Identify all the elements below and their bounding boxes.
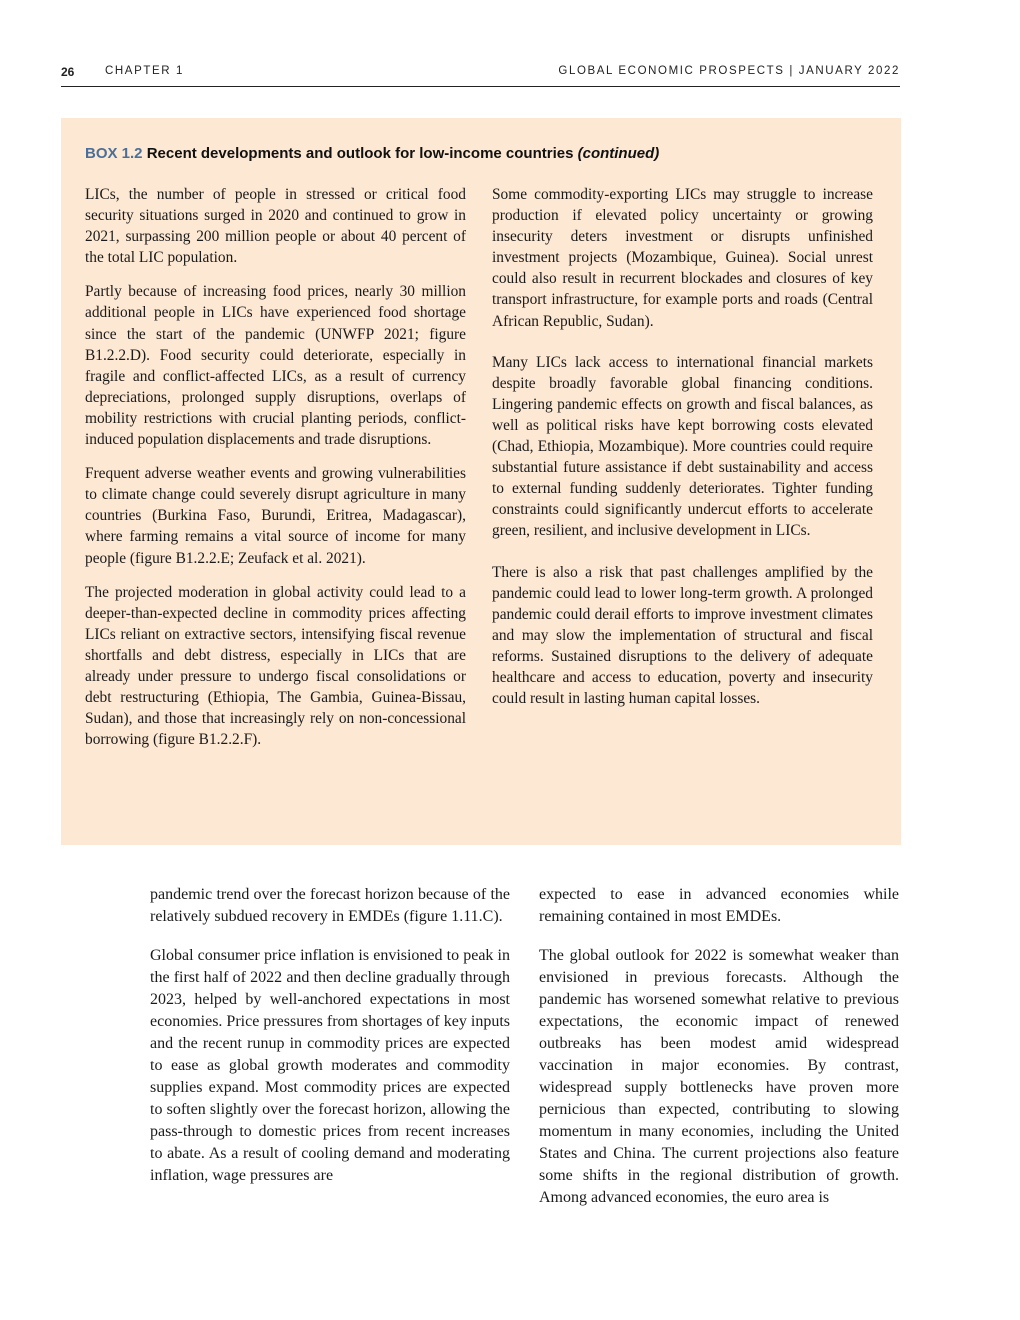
box-1-2 xyxy=(61,118,901,845)
box-continued: (continued) xyxy=(577,145,660,162)
paragraph: There is also a risk that past challenges amplified by the pandemic could lead to lower long-term growth. A prolonged pandemic could derail efforts to improve investment climates and may slow the implementation of structural and fiscal reforms. Sustained disruptions to the delivery of adequate healthcare and access to education, poverty and insecurity could result in lasting human capital losses. xyxy=(492,563,873,708)
chapter-label: CHAPTER 1 xyxy=(105,65,184,77)
box-title xyxy=(85,145,659,162)
paragraph: The projected moderation in global activity could lead to a deeper-than-expected decline in commodity prices affecting LICs reliant on extractive sectors, intensifying fiscal revenue shortfalls and debt distress, especially in LICs that are already under pressure to undergo fiscal consolidations or debt restructuring (Ethiopia, The Gambia, Guinea-Bissau, Sudan), and those that increasingly rely on non-concessional borrowing (figure B1.2.2.F). xyxy=(85,583,466,749)
paragraph: Frequent adverse weather events and growing vulnerabilities to climate change could severely disrupt agriculture in many countries (Burkina Faso, Burundi, Eritrea, Madagascar), where farming remains a vital source of income for many people (figure B1.2.2.E; Zeufack et al. 2021). xyxy=(85,465,466,567)
box-left-column xyxy=(85,184,466,750)
page-header xyxy=(61,62,900,87)
paragraph: The global outlook for 2022 is somewhat weaker than envisioned in previous forecasts. Although the pandemic has worsened somewhat relative to previous expectations, the economic impact of renewed outbreaks has been modest amid widespread vaccination in major economies. By contrast, widespread supply bottlenecks have proven more pernicious than expected, contributing to slowing momentum in many economies, including the United States and China. The current projections also feature some shifts in the regional distribution of growth. Among advanced economies, the euro area is xyxy=(539,947,899,1206)
box-label: BOX 1.2 xyxy=(85,145,143,162)
paragraph: Some commodity-exporting LICs may struggle to increase production if elevated policy uncertainty or growing insecurity deters investment or disrupts unfinished investment projects (Mozambique, Guinea). Social unrest could also result in recurrent blockades and closures of key transport infrastructure, for example ports and roads (Central African Republic, Sudan). xyxy=(492,186,873,330)
main-left-column xyxy=(150,884,510,1187)
box-right-column xyxy=(492,184,873,709)
paragraph: LICs, the number of people in stressed or critical food security situations surged in 2020 and continued to grow in 2021, surpassing 200 million people or about 40 percent of the total LIC population. xyxy=(85,186,466,267)
paragraph: expected to ease in advanced economies while remaining contained in most EMDEs. xyxy=(539,886,899,925)
publication-title: GLOBAL ECONOMIC PROSPECTS | JANUARY 2022 xyxy=(558,65,900,77)
paragraph: pandemic trend over the forecast horizon because of the relatively subdued recovery in EMDEs (figure 1.11.C). xyxy=(150,886,510,925)
paragraph: Global consumer price inflation is envisioned to peak in the first half of 2022 and then decline gradually through 2023, helped by well-anchored expectations in most economies. Price pressures from shortages of key inputs and the recent runup in commodity prices are expected to ease as global growth moderates and commodity supplies expand. Most commodity prices are expected to soften slightly over the forecast horizon, allowing the pass-through to domestic prices from recent increases to abate. As a result of cooling demand and moderating inflation, wage pressures are xyxy=(150,947,510,1184)
box-title-text: Recent developments and outlook for low-income countries xyxy=(146,145,574,162)
paragraph: Many LICs lack access to international financial markets despite broadly favorable global financing conditions. Lingering pandemic effects on growth and fiscal balances, as well as political risks have kept borrowing costs elevated (Chad, Ethiopia, Mozambique). More countries could require substantial future assistance if debt sustainability and access to external funding suddenly deteriorates. Tighter funding constraints could significantly undercut efforts to accelerate green, resilient, and inclusive development in LICs. xyxy=(492,353,873,540)
main-right-column xyxy=(539,884,899,1209)
page-number: 26 xyxy=(61,65,75,79)
paragraph: Partly because of increasing food prices, nearly 30 million additional people in LICs have experienced food shortage since the start of the pandemic (UNWFP 2021; figure B1.2.2.D). Food security could deteriorate, especially in fragile and conflict-affected LICs, as a result of currency depreciations, prolonged supply disruptions, overlaps of mobility restrictions with crucial planting periods, conflict-induced population displacements and trade disruptions. xyxy=(85,283,466,449)
